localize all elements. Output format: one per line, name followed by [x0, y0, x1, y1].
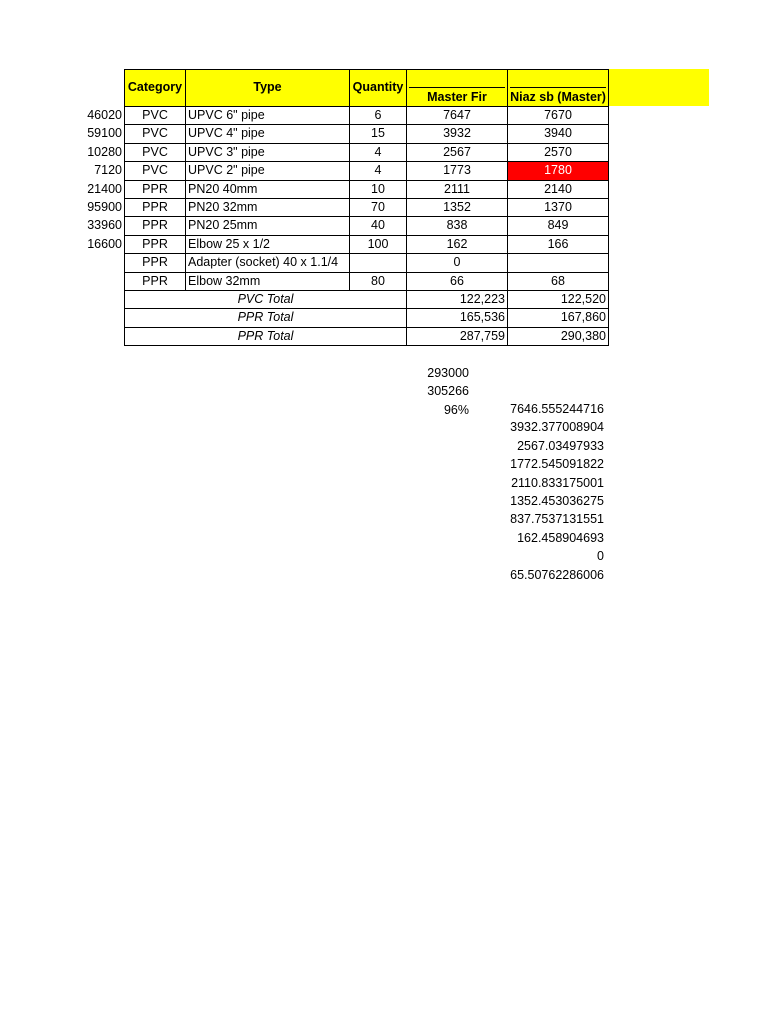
master-fir-cell[interactable]: 2567 — [407, 143, 508, 161]
computed-cell[interactable]: 2110.833175001 — [511, 475, 604, 490]
type-cell[interactable]: UPVC 2" pipe — [186, 162, 350, 180]
niaz-cell[interactable]: 1370 — [508, 199, 609, 217]
category-cell[interactable]: PVC — [125, 143, 186, 161]
category-cell[interactable]: PVC — [125, 162, 186, 180]
category-cell[interactable]: PPR — [125, 272, 186, 290]
computed-cell[interactable]: 1772.545091822 — [510, 457, 604, 472]
category-cell[interactable]: PPR — [125, 199, 186, 217]
niaz-cell[interactable]: 7670 — [508, 107, 609, 125]
quantity-cell[interactable]: 6 — [350, 107, 407, 125]
quantity-cell[interactable]: 15 — [350, 125, 407, 143]
category-cell[interactable]: PVC — [125, 107, 186, 125]
header-quantity[interactable]: Quantity — [350, 70, 407, 107]
computed-values — [500, 400, 604, 584]
computed-cell[interactable]: 2567.03497933 — [517, 438, 604, 453]
header-niaz[interactable] — [508, 70, 609, 107]
master-fir-cell[interactable]: 1773 — [407, 162, 508, 180]
header-type[interactable]: Type — [186, 70, 350, 107]
table-row — [125, 235, 609, 253]
category-cell[interactable]: PPR — [125, 254, 186, 272]
category-cell[interactable]: PPR — [125, 180, 186, 198]
table-row — [125, 162, 609, 180]
computed-cell[interactable]: 65.50762286006 — [510, 567, 604, 582]
summary-cell[interactable]: 305266 — [427, 384, 469, 399]
niaz-cell[interactable]: 2140 — [508, 180, 609, 198]
header-fill-extension — [607, 69, 709, 106]
type-cell[interactable]: Elbow 32mm — [186, 272, 350, 290]
master-fir-cell[interactable]: 0 — [407, 254, 508, 272]
category-cell[interactable]: PPR — [125, 235, 186, 253]
table-row — [125, 217, 609, 235]
niaz-cell[interactable]: 68 — [508, 272, 609, 290]
header-master-fir-label: Master Fir — [427, 90, 487, 104]
id-cell[interactable]: 33960 — [87, 218, 122, 233]
table-row — [125, 107, 609, 125]
summary-cell[interactable]: 96% — [443, 402, 469, 417]
master-fir-cell[interactable]: 66 — [407, 272, 508, 290]
type-cell[interactable]: PN20 40mm — [186, 180, 350, 198]
master-fir-cell[interactable]: 1352 — [407, 199, 508, 217]
master-fir-cell[interactable]: 838 — [407, 217, 508, 235]
total-row — [125, 291, 609, 309]
type-cell[interactable]: PN20 32mm — [186, 199, 350, 217]
total-niaz[interactable]: 167,860 — [508, 309, 609, 327]
niaz-cell[interactable]: 2570 — [508, 143, 609, 161]
niaz-cell[interactable] — [508, 254, 609, 272]
table-row — [125, 254, 609, 272]
id-cell[interactable]: 10280 — [87, 144, 122, 159]
id-cell[interactable]: 7120 — [94, 163, 122, 178]
computed-cell[interactable]: 3932.377008904 — [510, 420, 604, 435]
quantity-cell[interactable]: 10 — [350, 180, 407, 198]
total-row — [125, 327, 609, 345]
total-row — [125, 309, 609, 327]
quantity-cell[interactable]: 70 — [350, 199, 407, 217]
quantity-cell[interactable]: 40 — [350, 217, 407, 235]
total-niaz[interactable]: 290,380 — [508, 327, 609, 345]
type-cell[interactable]: UPVC 3" pipe — [186, 143, 350, 161]
niaz-cell[interactable]: 3940 — [508, 125, 609, 143]
id-cell[interactable]: 46020 — [87, 108, 122, 122]
header-niaz-label: Niaz sb (Master) — [510, 90, 606, 104]
type-cell[interactable]: Adapter (socket) 40 x 1.1/4 — [186, 254, 350, 272]
id-cell[interactable]: 59100 — [87, 126, 122, 141]
type-cell[interactable]: UPVC 4" pipe — [186, 125, 350, 143]
id-cell[interactable]: 16600 — [87, 236, 122, 251]
computed-cell[interactable]: 1352.453036275 — [510, 493, 604, 508]
summary-cell[interactable]: 293000 — [427, 366, 469, 380]
master-fir-cell[interactable]: 2111 — [407, 180, 508, 198]
id-cell[interactable]: 21400 — [87, 181, 122, 196]
computed-cell[interactable]: 0 — [597, 549, 604, 564]
quantity-cell[interactable]: 4 — [350, 162, 407, 180]
total-label[interactable]: PPR Total — [125, 327, 407, 345]
quantity-cell[interactable]: 100 — [350, 235, 407, 253]
master-fir-cell[interactable]: 7647 — [407, 107, 508, 125]
id-cell[interactable]: 95900 — [87, 199, 122, 214]
table-row — [125, 180, 609, 198]
niaz-cell-highlighted[interactable]: 1780 — [508, 162, 609, 180]
header-blank — [409, 71, 505, 88]
computed-cell[interactable]: 162.458904693 — [517, 530, 604, 545]
quantity-cell[interactable]: 4 — [350, 143, 407, 161]
total-master-fir[interactable]: 287,759 — [407, 327, 508, 345]
table-row — [125, 199, 609, 217]
pipe-price-table — [124, 69, 609, 346]
table-row — [125, 143, 609, 161]
computed-cell[interactable]: 7646.555244716 — [510, 402, 604, 416]
master-fir-cell[interactable]: 162 — [407, 235, 508, 253]
category-cell[interactable]: PVC — [125, 125, 186, 143]
total-niaz[interactable]: 122,520 — [508, 291, 609, 309]
master-fir-cell[interactable]: 3932 — [407, 125, 508, 143]
total-label[interactable]: PPR Total — [125, 309, 407, 327]
header-blank — [510, 71, 606, 88]
header-master-fir[interactable] — [407, 70, 508, 107]
niaz-cell[interactable]: 849 — [508, 217, 609, 235]
total-master-fir[interactable]: 165,536 — [407, 309, 508, 327]
type-cell[interactable]: Elbow 25 x 1/2 — [186, 235, 350, 253]
category-cell[interactable]: PPR — [125, 217, 186, 235]
type-cell[interactable]: PN20 25mm — [186, 217, 350, 235]
computed-cell[interactable]: 837.7537131551 — [510, 512, 604, 527]
quantity-cell[interactable]: 80 — [350, 272, 407, 290]
header-category[interactable]: Category — [125, 70, 186, 107]
id-column — [70, 106, 124, 253]
header-row — [125, 70, 609, 107]
total-master-fir[interactable]: 122,223 — [407, 291, 508, 309]
quantity-cell[interactable] — [350, 254, 407, 272]
table-row — [125, 272, 609, 290]
total-label[interactable]: PVC Total — [125, 291, 407, 309]
summary-values — [405, 364, 469, 419]
table-row — [125, 125, 609, 143]
niaz-cell[interactable]: 166 — [508, 235, 609, 253]
type-cell[interactable]: UPVC 6" pipe — [186, 107, 350, 125]
